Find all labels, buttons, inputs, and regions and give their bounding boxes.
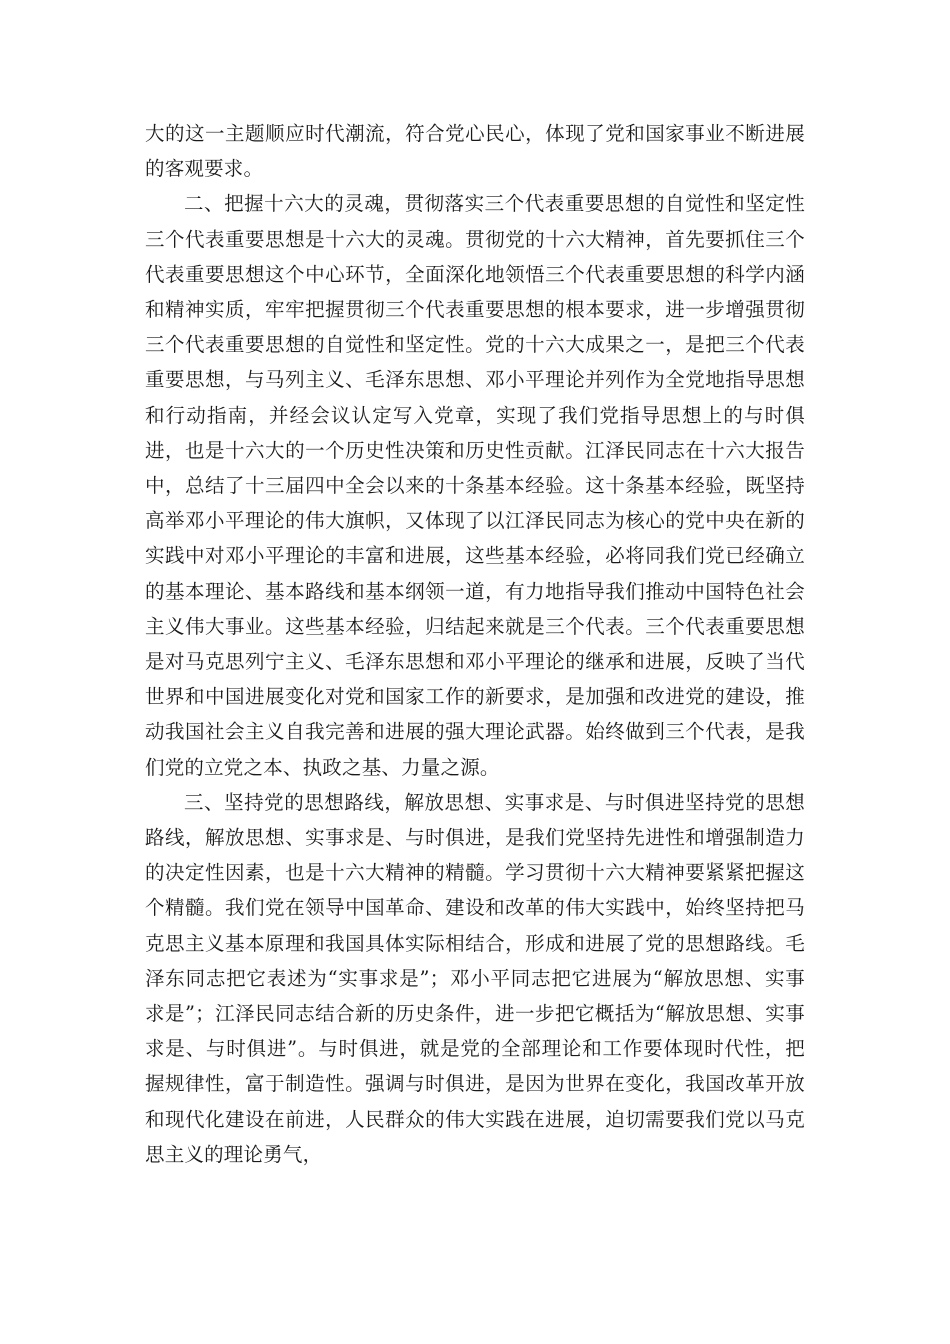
paragraph-section-three: 三、坚持党的思想路线，解放思想、实事求是、与时俱进坚持党的思想路线，解放思想、实事求是、与时俱进，是我们党坚持先进性和增强制造力的决定性因素，也是十六大精神的精髓。学习贯彻十六大精神要紧紧把握这个精髓。我们党在领导中国革命、建设和改革的伟大实践中，始终坚持把马克思主义基本原理和我国具体实际相结合，形成和进展了党的思想路线。毛泽东同志把它表述为“实事求是”；邓小平同志把它进展为“解放思想、实事求是”；江泽民同志结合新的历史条件，进一步把它概括为“解放思想、实事求是、与时俱进”。与时俱进，就是党的全部理论和工作要体现时代性，把握规律性，富于制造性。强调与时俱进，是因为世界在变化，我国改革开放和现代化建设在前进，人民群众的伟大实践在进展，迫切需要我们党以马克思主义的理论勇气， — [145, 790, 805, 1166]
paragraph-section-two: 二、把握十六大的灵魂，贯彻落实三个代表重要思想的自觉性和坚定性三个代表重要思想是十六大的灵魂。贯彻党的十六大精神，首先要抓住三个代表重要思想这个中心环节，全面深化地领悟三个代表重要思想的科学内涵和精神实质，牢牢把握贯彻三个代表重要思想的根本要求，进一步增强贯彻三个代表重要思想的自觉性和坚定性。党的十六大成果之一，是把三个代表重要思想，与马列主义、毛泽东思想、邓小平理论并列作为全党地指导思想和行动指南，并经会议认定写入党章，实现了我们党指导思想上的与时俱进，也是十六大的一个历史性决策和历史性贡献。江泽民同志在十六大报告中，总结了十三届四中全会以来的十条基本经验。这十条基本经验，既坚持高举邓小平理论的伟大旗帜，又体现了以江泽民同志为核心的党中央在新的实践中对邓小平理论的丰富和进展，这些基本经验，必将同我们党已经确立的基本理论、基本路线和基本纲领一道，有力地指导我们推动中国特色社会主义伟大事业。这些基本经验，归结起来就是三个代表。三个代表重要思想是对马克思列宁主义、毛泽东思想和邓小平理论的继承和进展，反映了当代世界和中国进展变化对党和国家工作的新要求，是加强和改进党的建设，推动我国社会主义自我完善和进展的强大理论武器。始终做到三个代表，是我们党的立党之本、执政之基、力量之源。 — [145, 192, 805, 779]
paragraph-continuation: 大的这一主题顺应时代潮流，符合党心民心，体现了党和国家事业不断进展的客观要求。 — [145, 122, 805, 181]
document-body — [145, 116, 805, 1172]
